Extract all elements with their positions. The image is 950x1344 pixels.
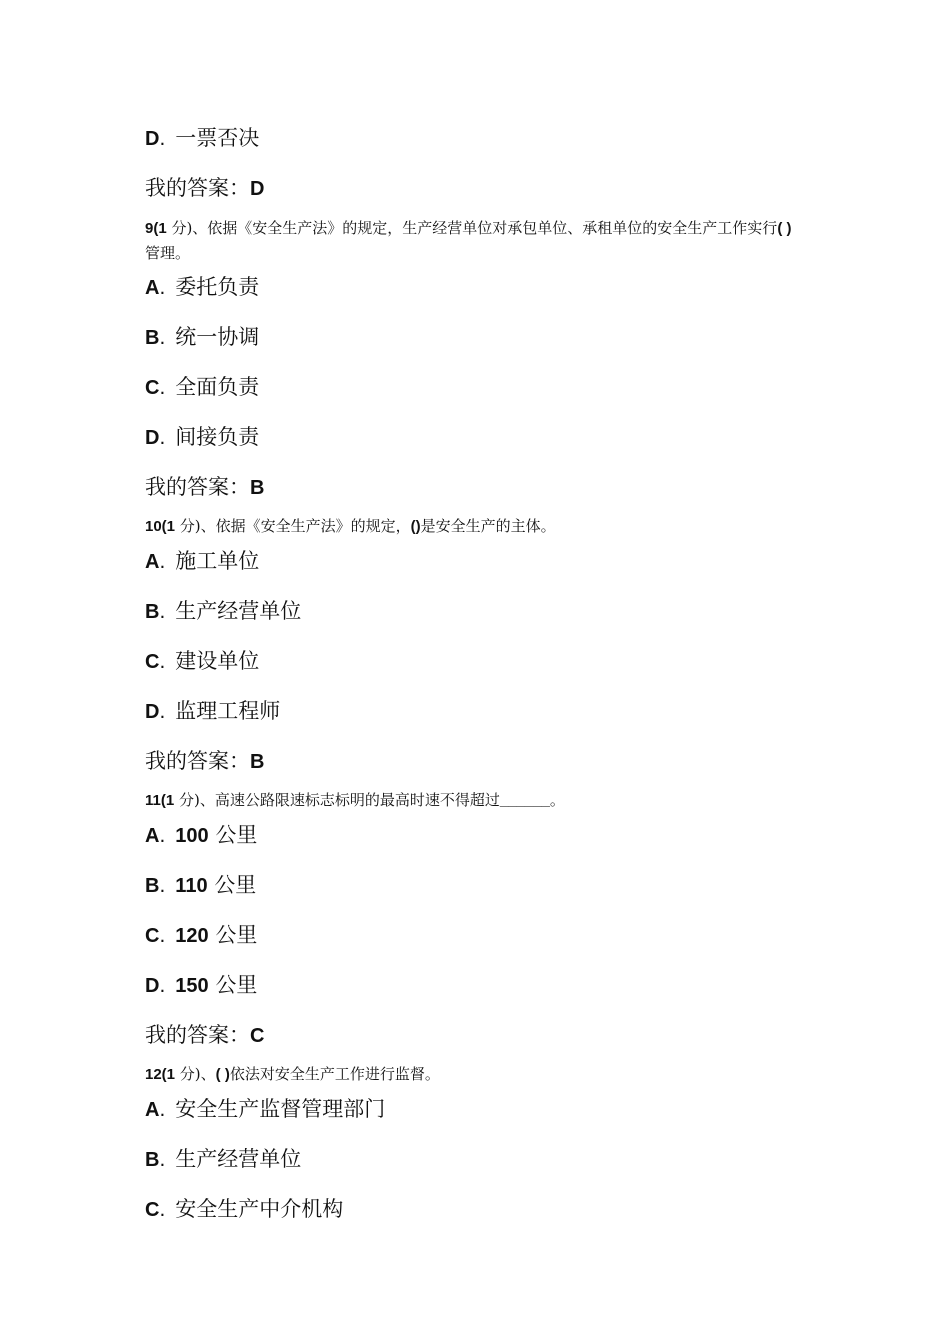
option-text: 公里 [207,873,257,897]
my-answer-q11 [145,1019,264,1049]
answer-value: D [250,178,265,200]
answer-value: C [250,1025,265,1047]
option-letter: A [145,551,160,573]
question-blank: () [410,518,421,535]
option-letter: D [145,701,160,723]
option-number: 110 [175,875,208,897]
option-text: 施工单位 [175,549,260,573]
answer-label: 我的答案： [145,475,250,499]
option-number: 150 [175,975,209,997]
option-q10-a: A. 施工单位 [145,549,260,573]
option-text: 生产经营单位 [175,1147,302,1171]
option-letter: B [145,327,160,349]
option-q11-c: C. 120 公里 [145,923,258,947]
question-blank: ( ) [777,220,792,237]
option-q12-a: A. 安全生产监督管理部门 [145,1097,386,1121]
question-number: 11(1 [145,792,175,809]
question-blank: ( ) [215,1066,230,1083]
option-q10-d: D. 监理工程师 [145,699,281,723]
question-12 [145,1062,805,1087]
answer-value: B [250,477,265,499]
question-number: 12(1 [145,1066,176,1083]
option-letter: C [145,651,160,673]
option-text: 监理工程师 [175,699,281,723]
question-text: 分)、依据《安全生产法》的规定， [175,517,411,535]
question-text: 分)、高速公路限速标志标明的最高时速不得超过 [174,791,500,809]
option-q10-c: C. 建设单位 [145,649,260,673]
question-text: 分)、 [175,1065,216,1083]
option-q9-a: A. 委托负责 [145,275,260,299]
option-letter: B [145,601,160,623]
option-letter: A [145,1099,160,1121]
option-text: 生产经营单位 [175,599,302,623]
option-text: 安全生产中介机构 [175,1197,344,1221]
option-number: 100 [175,825,209,847]
option-text: 公里 [208,823,258,847]
question-number: 10(1 [145,518,176,535]
option-q11-a: A. 100 公里 [145,823,258,847]
question-11 [145,788,805,813]
option-q11-d: D. 150 公里 [145,973,258,997]
question-number: 9(1 [145,220,167,237]
option-text: 建设单位 [175,649,260,673]
option-text: 间接负责 [175,425,260,449]
question-text-end: 依法对安全生产工作进行监督。 [229,1065,440,1083]
answer-label: 我的答案： [145,749,250,773]
option-text: 全面负责 [175,375,260,399]
option-text: 安全生产监督管理部门 [175,1097,386,1121]
my-answer-q8 [145,172,264,202]
option-text: 委托负责 [175,275,260,299]
option-q9-c: C. 全面负责 [145,375,260,399]
option-q12-b: B. 生产经营单位 [145,1147,302,1171]
option-q10-b: B. 生产经营单位 [145,599,302,623]
question-9 [145,216,805,265]
option-letter: C [145,925,160,947]
my-answer-q10 [145,745,264,775]
option-letter: A [145,277,160,299]
option-letter: D [145,975,160,997]
option-text: 公里 [208,923,258,947]
question-text-end: 。 [549,791,565,809]
option-q12-c: C. 安全生产中介机构 [145,1197,344,1221]
option-text: 公里 [208,973,258,997]
option-letter: A [145,825,160,847]
option-letter: D [145,128,160,150]
option-q9-d: D. 间接负责 [145,425,260,449]
option-letter: D [145,427,160,449]
option-q8-d: D. 一票否决 [145,126,260,150]
option-q11-b: B. 110 公里 [145,873,257,897]
my-answer-q9 [145,471,264,501]
question-blank: ______ [499,792,550,809]
option-letter: B [145,1149,160,1171]
question-text-end: 管理。 [145,244,191,262]
option-letter: B [145,875,160,897]
answer-label: 我的答案： [145,176,250,200]
answer-value: B [250,751,265,773]
option-letter: C [145,377,160,399]
answer-label: 我的答案： [145,1023,250,1047]
question-10 [145,514,805,539]
option-q9-b: B. 统一协调 [145,325,260,349]
question-text: 分)、依据《安全生产法》的规定，生产经营单位对承包单位、承租单位的安全生产工作实行 [166,219,778,237]
option-text: 一票否决 [175,126,260,150]
option-text: 统一协调 [175,325,260,349]
question-text-end: 是安全生产的主体。 [420,517,556,535]
option-letter: C [145,1199,160,1221]
option-number: 120 [175,925,209,947]
